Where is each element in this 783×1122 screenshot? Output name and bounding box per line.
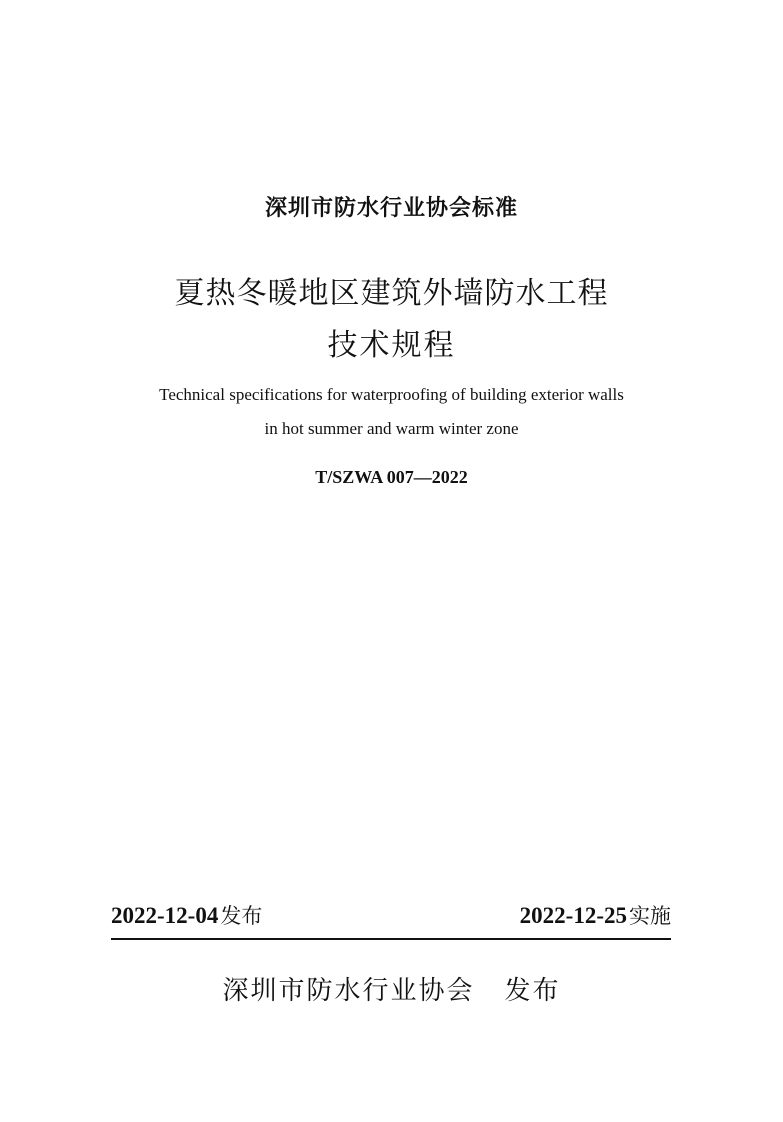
effective-label: 实施	[629, 904, 671, 928]
effective-date-block	[520, 900, 671, 930]
english-title-line2: in hot summer and warm winter zone	[264, 419, 519, 438]
publisher-action: 发布	[504, 976, 561, 1006]
issue-label: 发布	[220, 904, 263, 928]
issue-date-block	[111, 900, 262, 930]
document-title: 夏热冬暖地区建筑外墙防水工程	[174, 276, 609, 311]
organization-header: 深圳市防水行业协会标准	[264, 196, 518, 221]
document-title-line2: 技术规程	[327, 328, 456, 363]
publisher-name: 深圳市防水行业协会	[222, 976, 475, 1006]
publisher-line	[0, 970, 783, 1007]
issue-date: 2022-12-04	[111, 903, 219, 928]
date-row	[111, 900, 671, 938]
english-title-line1: Technical specifications for waterproofing of building exterior walls	[159, 385, 624, 404]
divider-line	[111, 938, 671, 940]
standard-number: T/SZWA 007—2022	[315, 467, 468, 487]
effective-date: 2022-12-25	[519, 903, 627, 928]
